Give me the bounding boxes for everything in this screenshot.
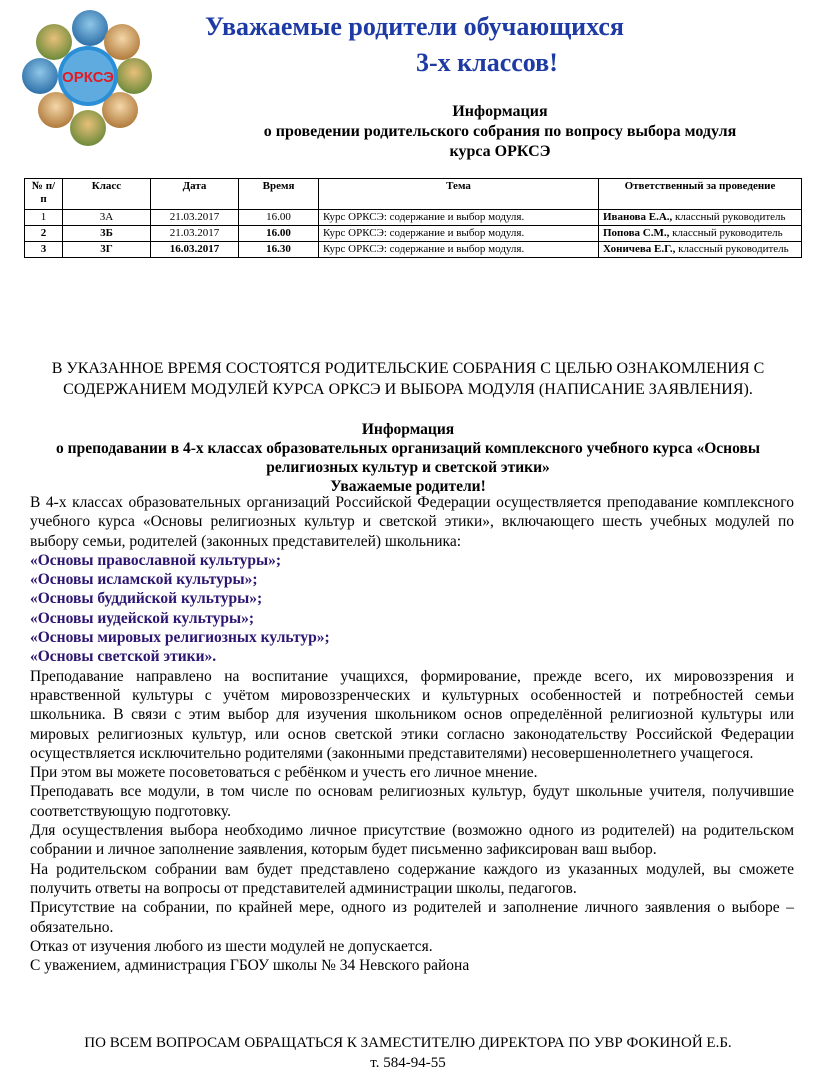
- module-list: [30, 551, 794, 667]
- cell-responsible: [599, 242, 802, 258]
- responsible-role: классный руководитель: [675, 243, 789, 255]
- cell-topic: Курс ОРКСЭ: содержание и выбор модуля.: [319, 242, 599, 258]
- cell-class: 3А: [63, 210, 151, 226]
- module-item: «Основы иудейской культуры»;: [30, 609, 255, 627]
- body-paragraph: На родительском собрании вам будет представлено содержание каждого из указанных модулей, вы сможете получить ответы на вопросы от представителей администрации школы, педагогов.: [30, 860, 794, 897]
- body-paragraph: Для осуществления выбора необходимо личное присутствие (возможно одного из родителей) на родительском собрании и личное заполнение заявления, которым будет письменно зафиксирован ваш выбор.: [30, 822, 794, 859]
- cell-time: 16.00: [239, 226, 319, 242]
- header-topic: Тема: [319, 179, 599, 210]
- footer-phone: т. 584-94-55: [370, 1055, 446, 1071]
- module-item: «Основы буддийской культуры»;: [30, 590, 263, 608]
- cell-date: 21.03.2017: [151, 226, 239, 242]
- header-class: Класс: [63, 179, 151, 210]
- header-time: Время: [239, 179, 319, 210]
- schedule-header-row: [25, 179, 802, 210]
- module-item: «Основы светской этики».: [30, 648, 217, 666]
- body-paragraph: При этом вы можете посоветоваться с ребёнком и учесть его личное мнение.: [30, 764, 538, 782]
- responsible-name: Хоничева Е.Г.,: [603, 243, 676, 255]
- schedule-table: [24, 178, 802, 258]
- module-item: «Основы православной культуры»;: [30, 551, 281, 569]
- responsible-role: классный руководитель: [669, 227, 783, 239]
- table-row: [25, 226, 802, 242]
- course-info-greeting: Уважаемые родители!: [330, 478, 486, 495]
- responsible-name: Иванова Е.А.,: [603, 211, 673, 223]
- header-date: Дата: [151, 179, 239, 210]
- cell-date: 16.03.2017: [151, 242, 239, 258]
- cell-topic: Курс ОРКСЭ: содержание и выбор модуля.: [319, 210, 599, 226]
- contact-footer: [20, 1033, 796, 1073]
- meeting-announcement: В УКАЗАННОЕ ВРЕМЯ СОСТОЯТСЯ РОДИТЕЛЬСКИЕ СОБРАНИЯ С ЦЕЛЬЮ ОЗНАКОМЛЕНИЯ С СОДЕРЖАНИЕМ МОДУЛЕЙ КУРСА ОРКСЭ И ВЫБОРА МОДУЛЯ (НАПИСАНИЕ ЗАЯВЛЕНИЯ).: [51, 360, 765, 398]
- page-title-line2: 3-х классов!: [416, 48, 558, 77]
- meeting-info-line1: о проведении родительского собрания по вопросу выбора модуля: [263, 123, 737, 140]
- page-title-line1: Уважаемые родители обучающихся: [205, 12, 624, 41]
- header-responsible: Ответственный за проведение: [599, 179, 802, 210]
- signature: С уважением, администрация ГБОУ школы № 34 Невского района: [30, 957, 470, 975]
- responsible-name: Попова С.М.,: [603, 227, 670, 239]
- meeting-info-line2: курса ОРКСЭ: [449, 143, 551, 160]
- cell-responsible: [599, 210, 802, 226]
- course-info-subtitle: о преподавании в 4-х классах образовательных организаций комплексного учебного курса «Основы религиозных культур и светской этики»: [56, 440, 760, 476]
- cell-topic: Курс ОРКСЭ: содержание и выбор модуля.: [319, 226, 599, 242]
- cell-time: 16.30: [239, 242, 319, 258]
- course-info-title: Информация: [361, 421, 455, 438]
- body-paragraph: Отказ от изучения любого из шести модулей не допускается.: [30, 937, 433, 955]
- responsible-role: классный руководитель: [672, 211, 786, 223]
- table-row: [25, 210, 802, 226]
- module-item: «Основы исламской культуры»;: [30, 571, 258, 589]
- meeting-info-title: Информация: [452, 103, 548, 120]
- cell-class: 3Г: [63, 242, 151, 258]
- cell-num: 2: [25, 226, 63, 242]
- course-info: [20, 420, 796, 496]
- logo-text: ОРКСЭ: [62, 69, 114, 86]
- body-paragraph: Преподавание направлено на воспитание учащихся, формирование, прежде всего, их мировоззрения и нравственной культуры с учётом мировоззренческих и культурных особенностей и потребностей семьи школьника. В связи с этим выбор для изучения школьником основ определённой религиозной культуры или мировых религиозных культур, или основ светской этики согласно законодательству Российской Федерации осуществляется исключительно родителями (законными представителями) несовершеннолетнего учащегося.: [30, 667, 794, 762]
- meeting-info: [200, 102, 800, 162]
- letter-body: [30, 493, 794, 975]
- header-num: № п/п: [25, 179, 63, 210]
- cell-responsible: [599, 226, 802, 242]
- body-paragraph: Присутствие на собрании, по крайней мере, одного из родителей и заполнение личного заявления о выборе – обязательно.: [30, 899, 794, 936]
- module-item: «Основы мировых религиозных культур»;: [30, 629, 330, 647]
- orkse-logo: [18, 6, 158, 156]
- cell-class: 3Б: [63, 226, 151, 242]
- cell-date: 21.03.2017: [151, 210, 239, 226]
- cell-time: 16.00: [239, 210, 319, 226]
- cell-num: 1: [25, 210, 63, 226]
- footer-contact-line: ПО ВСЕМ ВОПРОСАМ ОБРАЩАТЬСЯ К ЗАМЕСТИТЕЛЮ ДИРЕКТОРА ПО УВР ФОКИНОЙ Е.Б.: [84, 1035, 732, 1051]
- table-row: [25, 242, 802, 258]
- cell-num: 3: [25, 242, 63, 258]
- intro-paragraph: В 4-х классах образовательных организаций Российской Федерации осуществляется преподавание комплексного учебного курса «Основы религиозных культур и светской этики», включающего шесть учебных модулей по выбору семьи, родителей (законных представителей) школьника:: [30, 494, 794, 550]
- body-paragraph: Преподавать все модули, в том числе по основам религиозных культур, будут школьные учителя, получившие соответствующую подготовку.: [30, 783, 794, 820]
